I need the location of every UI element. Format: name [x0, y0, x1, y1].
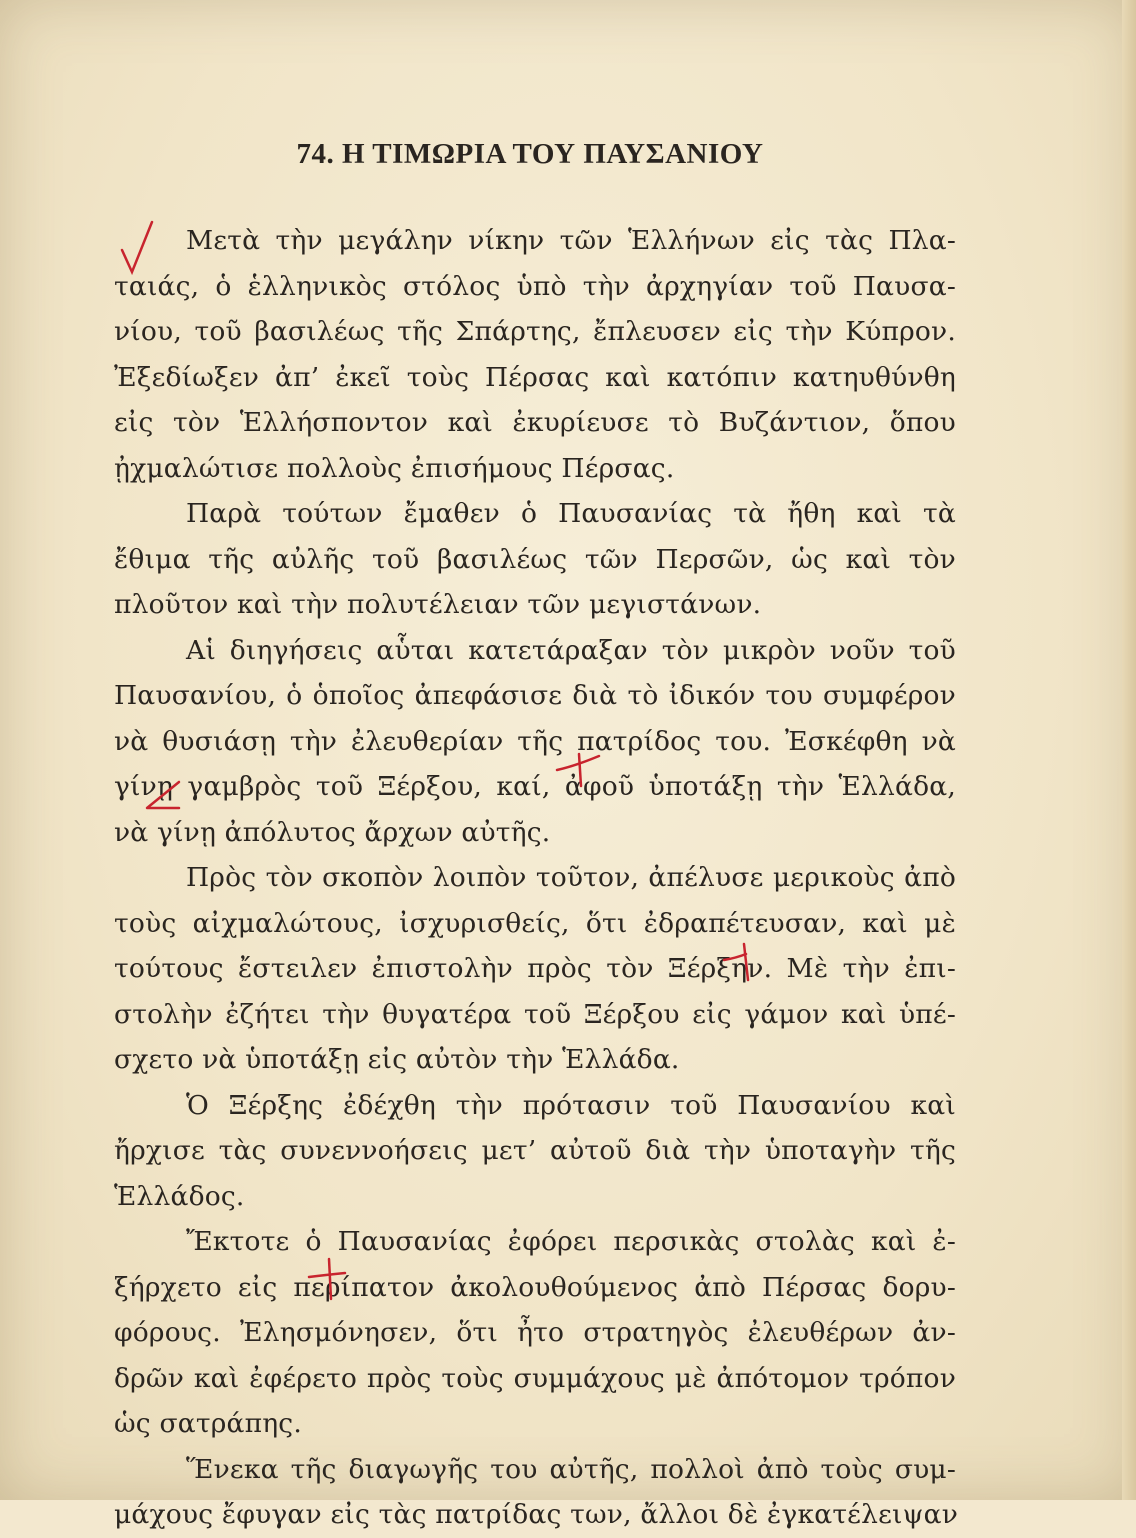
text-line: πλοῦτον καὶ τὴν πολυτέλειαν τῶν μεγιστάνων. — [114, 589, 762, 620]
cross-mark-icon — [722, 940, 758, 984]
text-line: Μετὰ τὴν μεγάλην νίκην τῶν Ἑλλήνων εἰς τὰς Πλα- — [186, 225, 956, 256]
body-text — [114, 218, 959, 1538]
text-line: νὰ γίνῃ ἀπόλυτος ἄρχων αὐτῆς. — [114, 816, 551, 848]
text-line: Ὁ Ξέρξης ἐδέχθη τὴν πρότασιν τοῦ Παυσανίου καὶ — [186, 1089, 956, 1121]
text-line: φόρους. Ἐλησμόνησεν, ὅτι ἦτο στρατηγὸς ἐλευθέρων ἀν- — [114, 1317, 956, 1348]
text-line: Ἑλλάδος. — [114, 1180, 245, 1212]
text-line: Αἱ διηγήσεις αὗται κατετάραξαν τὸν μικρὸν νοῦν τοῦ — [186, 634, 956, 666]
text-line: ὡς σατράπης. — [114, 1408, 302, 1439]
text-line: νὰ θυσιάσῃ τὴν ἐλευθερίαν τῆς πατρίδος του. Ἐσκέφθη νὰ — [114, 725, 956, 757]
chapter-title: 74. Η ΤΙΜΩΡΙΑ ΤΟΥ ΠΑΥΣΑΝΙΟΥ — [296, 138, 764, 170]
text-line: σχετο νὰ ὑποτάξῃ εἰς αὐτὸν τὴν Ἑλλάδα. — [114, 1044, 680, 1075]
text-line: εἰς τὸν Ἑλλήσποντον καὶ ἐκυρίευσε τὸ Βυζάντιον, ὅπου — [114, 407, 956, 438]
angle-mark-icon — [143, 778, 183, 818]
text-line: ἤρχισε τὰς συνεννοήσεις μετ’ αὐτοῦ διὰ τὴν ὑποταγὴν τῆς — [114, 1135, 956, 1166]
text-line: τοὺς αἰχμαλώτους, ἰσχυρισθείς, ὅτι ἐδραπέτευσαν, καὶ μὲ — [114, 907, 956, 939]
checkmark-icon — [118, 218, 158, 278]
cross-mark-icon — [307, 1255, 347, 1301]
text-line: ἔθιμα τῆς αὐλῆς τοῦ βασιλέως τῶν Περσῶν, ὡς καὶ τὸν — [114, 543, 956, 575]
text-line: Ἕνεκα τῆς διαγωγῆς του αὐτῆς, πολλοὶ ἀπὸ τοὺς συμ- — [186, 1453, 956, 1485]
text-line: ξήρχετο εἰς περίπατον ἀκολουθούμενος ἀπὸ Πέρσας δορυ- — [114, 1271, 956, 1303]
text-line: Ἔκτοτε ὁ Παυσανίας ἐφόρει περσικὰς στολὰς καὶ ἐ- — [186, 1226, 956, 1257]
text-line: Παυσανίου, ὁ ὁποῖος ἀπεφάσισε διὰ τὸ ἰδικόν του συμφέρον — [114, 680, 956, 711]
text-line: Πρὸς τὸν σκοπὸν λοιπὸν τοῦτον, ἀπέλυσε μερικοὺς ἀπὸ — [186, 862, 956, 893]
text-line: Ἐξεδίωξεν ἀπ’ ἐκεῖ τοὺς Πέρσας καὶ κατόπιν κατηυθύνθη — [114, 361, 956, 393]
cross-mark-icon — [555, 748, 601, 788]
text-line: στολὴν ἐζήτει τὴν θυγατέρα τοῦ Ξέρξου εἰς γάμον καὶ ὑπέ- — [114, 998, 956, 1030]
text-line: ᾐχμαλώτισε πολλοὺς ἐπισήμους Πέρσας. — [114, 452, 675, 484]
text-line: ταιάς, ὁ ἑλληνικὸς στόλος ὑπὸ τὴν ἀρχηγίαν τοῦ Παυσα- — [114, 270, 956, 302]
text-line: δρῶν καὶ ἐφέρετο πρὸς τοὺς συμμάχους μὲ ἀπότομον τρόπον — [114, 1362, 956, 1394]
text-line: γίνῃ γαμβρὸς τοῦ Ξέρξου, καί, ἀφοῦ ὑποτάξῃ τὴν Ἑλλάδα, — [114, 771, 956, 802]
text-line: νίου, τοῦ βασιλέως τῆς Σπάρτης, ἔπλευσεν εἰς τὴν Κύπρον. — [114, 316, 956, 347]
text-line: μάχους ἔφυγαν εἰς τὰς πατρίδας των, ἄλλοι δὲ ἐγκατέλειψαν — [114, 1499, 959, 1530]
text-line: Παρὰ τούτων ἔμαθεν ὁ Παυσανίας τὰ ἤθη καὶ τὰ — [186, 498, 956, 529]
text-line: τούτους ἔστειλεν ἐπιστολὴν πρὸς τὸν Ξέρξην. Μὲ τὴν ἐπι- — [114, 953, 956, 984]
page-edge — [1122, 0, 1136, 1500]
